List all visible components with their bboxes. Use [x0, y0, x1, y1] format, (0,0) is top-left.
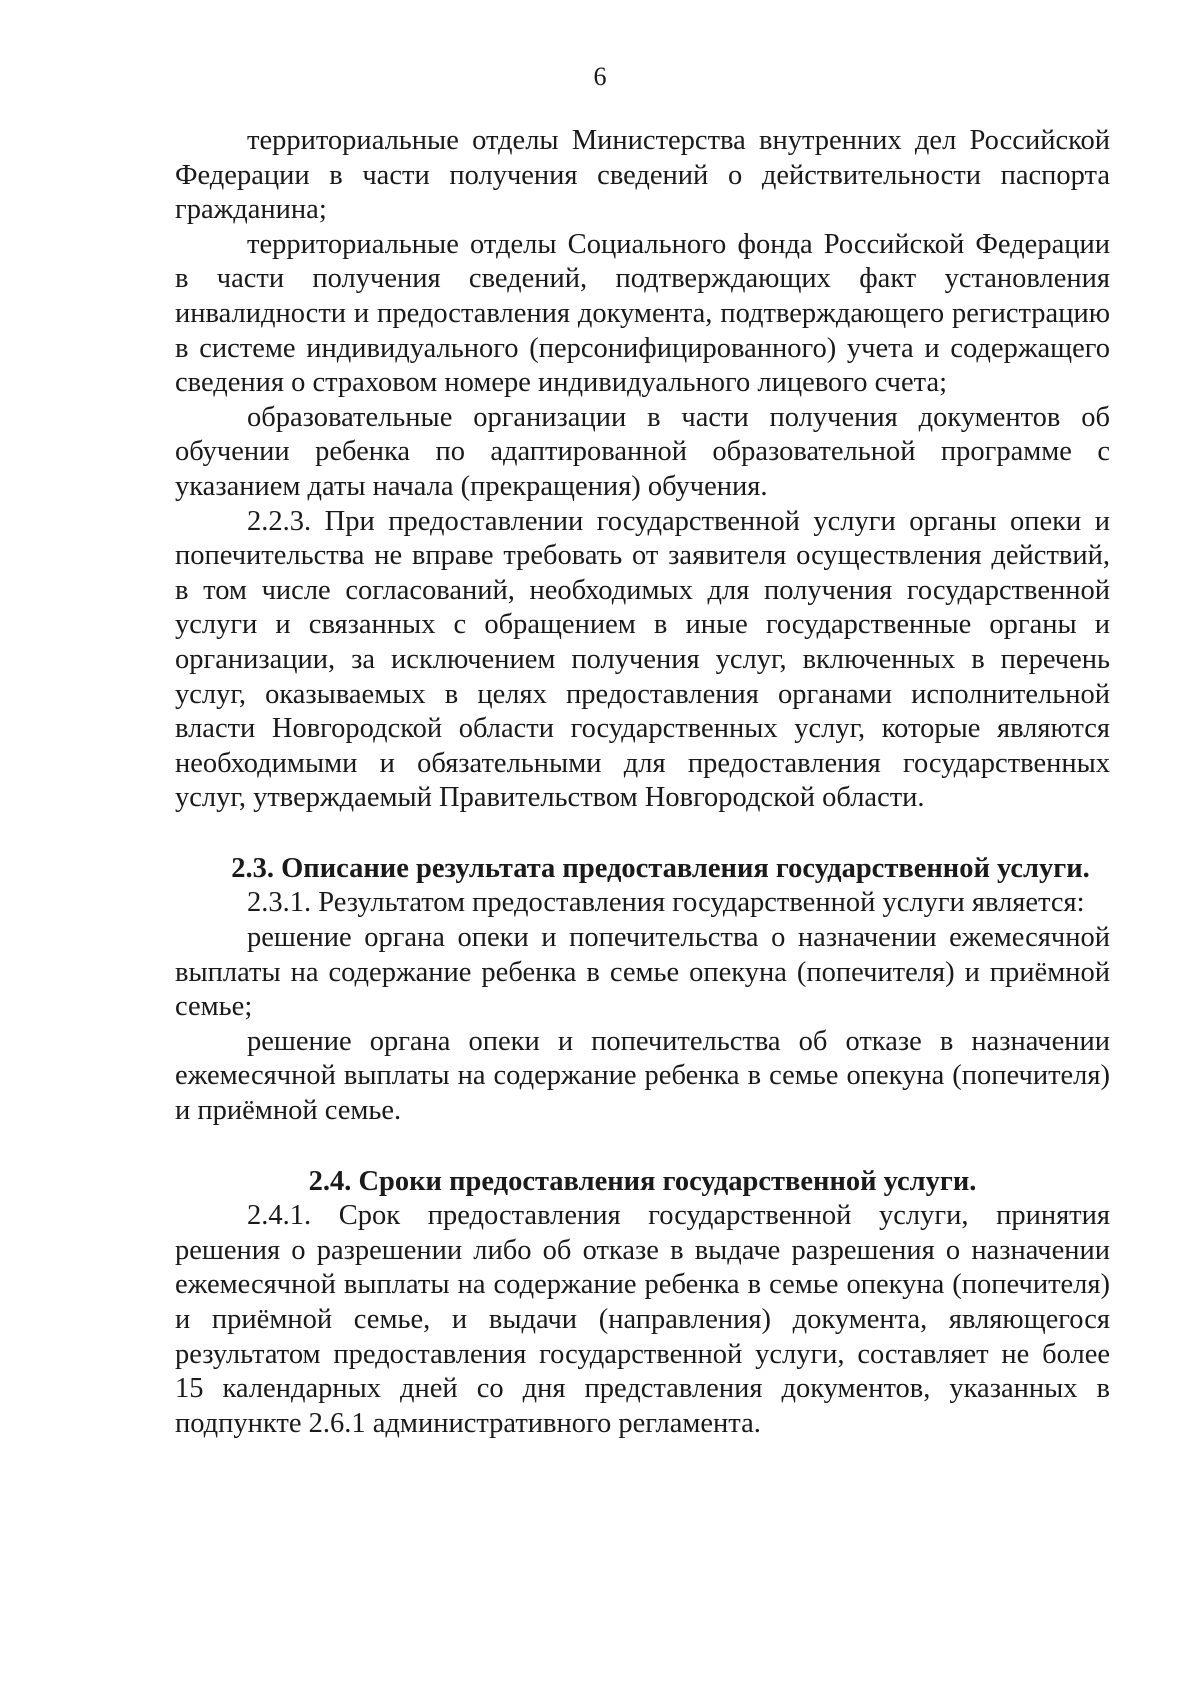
paragraph-2-2-3: 2.2.3. При предоставлении государственной услуги органы опеки и попечительства не вправе требовать от заявителя осуществления действий, в том числе согласований, необходимых для получения государственной услуги и связанных с обращением в иные государственные органы и организации, за исключением получения услуг, включенных в перечень услуг, оказываемых в целях предоставления органами исполнительной власти Новгородской области государственных услуг, которые являются необходимыми и обязательными для предоставления государственных услуг, утверждаемый Правительством Новгородской области.: [175, 505, 1110, 814]
document-body: [175, 124, 1110, 1441]
section-heading-2-4: 2.4. Сроки предоставления государственной услуги.: [308, 1165, 977, 1197]
page-number: 6: [593, 62, 607, 91]
section-heading-2-3: 2.3. Описание результата предоставления государственной услуги.: [231, 852, 1090, 884]
paragraph-mvd: территориальные отделы Министерства внутренних дел Российской Федерации в части получения сведений о действительности паспорта гражданина;: [175, 125, 1110, 226]
paragraph-2-3-1: 2.3.1. Результатом предоставления государственной услуги является:: [247, 887, 1085, 919]
paragraph-education: образовательные организации в части получения документов об обучении ребенка по адаптированной образовательной программе с указанием даты начала (прекращения) обучения.: [175, 401, 1110, 502]
paragraph-2-4-1: 2.4.1. Срок предоставления государственной услуги, принятия решения о разрешении либо об отказе в выдаче разрешения о назначении ежемесячной выплаты на содержание ребенка в семье опекуна (попечителя) и приёмной семье, и выдачи (направления) документа, являющегося результатом предоставления государственной услуги, составляет не более 15 календарных дней со дня представления документов, указанных в подпункте 2.6.1 административного регламента.: [175, 1200, 1110, 1439]
paragraph-decision-refuse: решение органа опеки и попечительства об отказе в назначении ежемесячной выплаты на содержание ребенка в семье опекуна (попечителя) и приёмной семье.: [175, 1025, 1110, 1127]
paragraph-sfr: территориальные отделы Социального фонда Российской Федерации в части получения сведений, подтверждающих факт установления инвалидности и предоставления документа, подтверждающего регистрацию в системе индивидуального (персонифицированного) учета и содержащего сведения о страховом номере индивидуального лицевого счета;: [175, 228, 1110, 399]
paragraph-decision-assign: решение органа опеки и попечительства о назначении ежемесячной выплаты на содержание ребенка в семье опекуна (попечителя) и приёмной семье;: [175, 922, 1110, 1023]
